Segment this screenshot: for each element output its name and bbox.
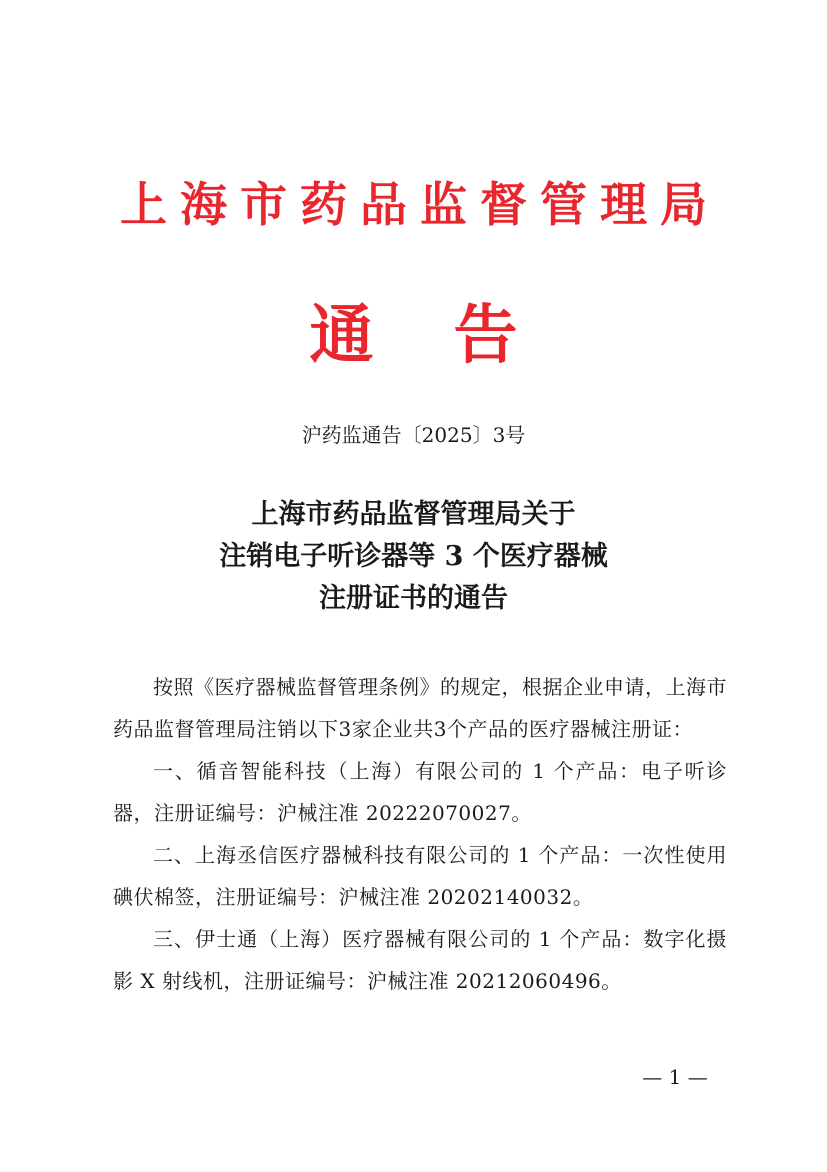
item-paragraph: 一、循音智能科技（上海）有限公司的 1 个产品：电子听诊器，注册证编号：沪械注准 20222070027。: [113, 759, 727, 825]
notice-type-heading: 通告: [309, 298, 598, 373]
item-paragraph: 二、上海丞信医疗器械科技有限公司的 1 个产品：一次性使用碘伏棉签，注册证编号：沪械注准 20202140032。: [113, 843, 727, 909]
document-number: 沪药监通告〔2025〕3号: [301, 423, 526, 447]
page-number: — 1 —: [642, 1065, 708, 1089]
title-line: 注销电子听诊器等 3 个医疗器械: [219, 541, 608, 572]
intro-paragraph: 按照《医疗器械监督管理条例》的规定，根据企业申请，上海市药品监督管理局注销以下3家企业共3个产品的医疗器械注册证：: [113, 675, 727, 741]
title-line: 上海市药品监督管理局关于: [251, 499, 576, 530]
document-title: [0, 494, 827, 620]
title-line: 注册证书的通告: [319, 583, 508, 614]
item-paragraph: 三、伊士通（上海）医疗器械有限公司的 1 个产品：数字化摄影 X 射线机，注册证编号：沪械注准 20212060496。: [113, 927, 727, 993]
issuing-agency-header: 上海市药品监督管理局: [120, 178, 720, 233]
document-body: [113, 666, 727, 1002]
